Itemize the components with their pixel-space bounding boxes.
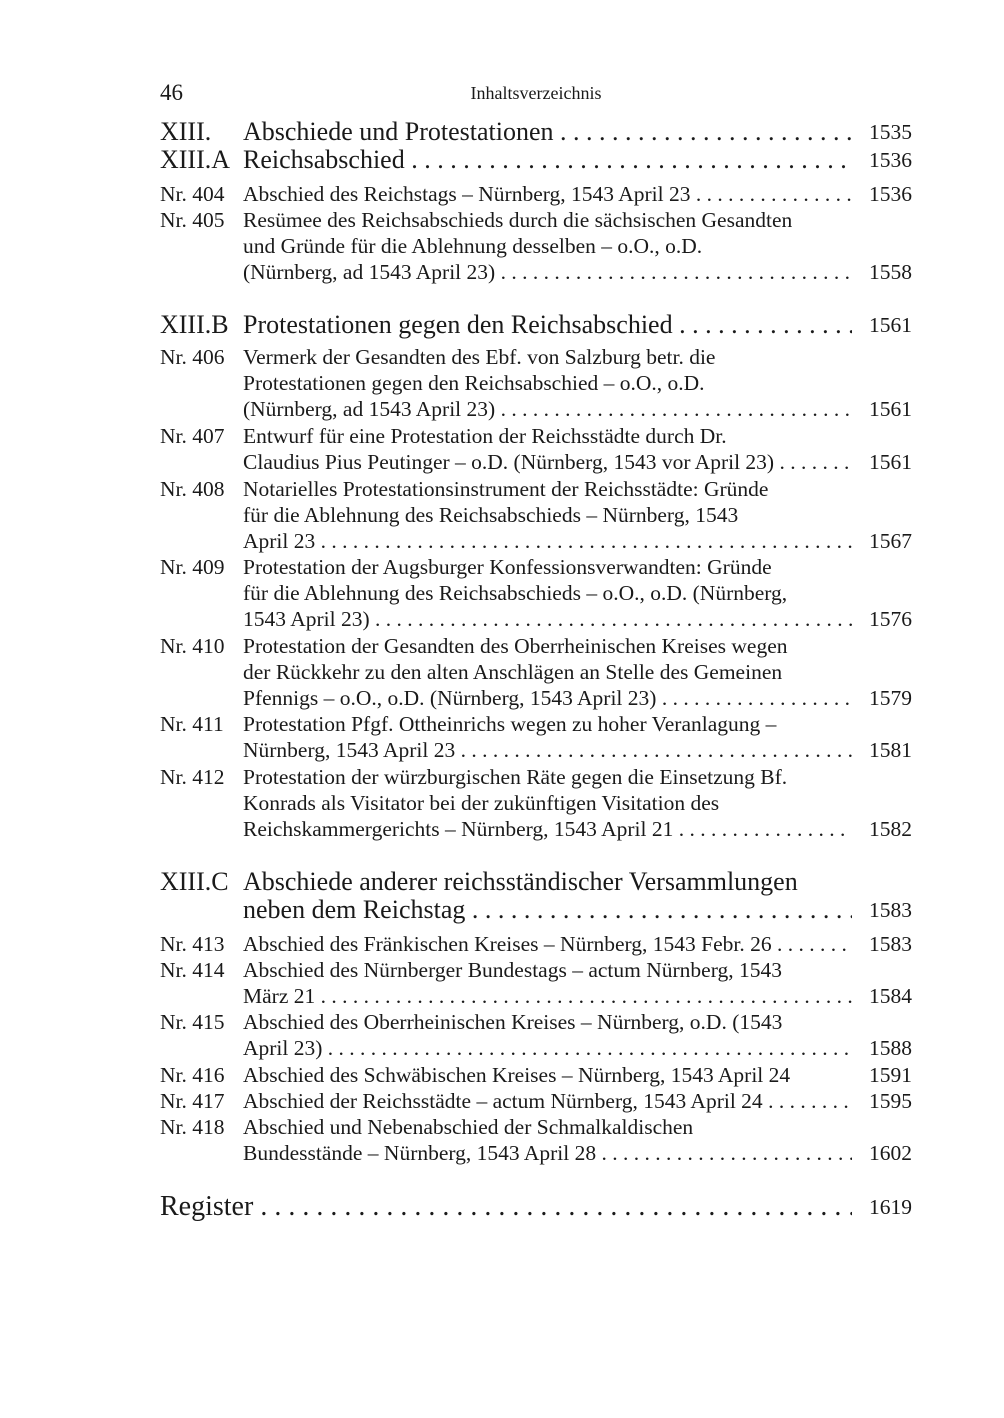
entry-text: Protestation der Augsburger Konfessionsverwandten: Gründe bbox=[243, 555, 772, 579]
entry-text: Protestation der würzburgischen Räte gegen die Einsetzung Bf. bbox=[243, 765, 788, 789]
toc-register[interactable] bbox=[160, 1190, 912, 1224]
section-title: Protestationen gegen den Reichsabschied . . . bbox=[243, 309, 852, 341]
entry-text: Protestation der Gesandten des Oberrheinischen Kreises wegen bbox=[243, 634, 788, 658]
entry-number: Nr. 404 bbox=[160, 182, 225, 206]
section-label: XIII. bbox=[160, 117, 212, 146]
register-title: Register . . . bbox=[160, 1190, 852, 1224]
entry-text: April 23) . . . bbox=[243, 1035, 852, 1061]
entry-text: Bundesstände – Nürnberg, 1543 April 28 . . . bbox=[243, 1140, 852, 1166]
page-ref: 1535 bbox=[869, 120, 912, 144]
entry-text: Protestation Pfgf. Ottheinrichs wegen zu hoher Veranlagung – bbox=[243, 712, 777, 736]
entry-text: Nürnberg, 1543 April 23 . . . bbox=[243, 737, 852, 763]
page-ref: 1561 bbox=[869, 313, 912, 337]
entry-text: Notarielles Protestationsinstrument der Reichsstädte: Gründe bbox=[243, 477, 769, 501]
entry-number: Nr. 411 bbox=[160, 712, 224, 736]
entry-text: Abschied des Nürnberger Bundestags – actum Nürnberg, 1543 bbox=[243, 958, 782, 982]
toc-entry-409-cont bbox=[160, 580, 912, 606]
entry-text: Abschied des Fränkischen Kreises – Nürnberg, 1543 Febr. 26 . . . bbox=[243, 931, 852, 957]
toc-section-xiii-c-cont bbox=[160, 894, 912, 926]
page-ref: 1558 bbox=[869, 260, 912, 284]
toc-entry-418[interactable] bbox=[160, 1114, 912, 1140]
section-title: neben dem Reichstag . . . bbox=[243, 894, 852, 926]
page-ref: 1619 bbox=[869, 1195, 912, 1219]
toc-entry-410-cont bbox=[160, 685, 912, 711]
entry-number: Nr. 405 bbox=[160, 208, 225, 232]
toc-entry-413[interactable] bbox=[160, 931, 912, 957]
toc-entry-405[interactable] bbox=[160, 207, 912, 233]
entry-text: April 23 . . . bbox=[243, 528, 852, 554]
toc-entry-415-cont bbox=[160, 1035, 912, 1061]
entry-text: März 21 . . . bbox=[243, 983, 852, 1009]
toc-entry-417[interactable] bbox=[160, 1088, 912, 1114]
page-ref: 1582 bbox=[869, 817, 912, 841]
entry-text: Abschied des Reichstags – Nürnberg, 1543 April 23 . . . bbox=[243, 181, 852, 207]
toc-entry-410-cont bbox=[160, 659, 912, 685]
entry-text: 1543 April 23) . . . bbox=[243, 606, 852, 632]
entry-text: Abschied des Oberrheinischen Kreises – Nürnberg, o.D. (1543 bbox=[243, 1010, 783, 1034]
page-number: 46 bbox=[160, 80, 183, 105]
toc-section-xiii-b[interactable] bbox=[160, 309, 912, 341]
toc-entry-418-cont bbox=[160, 1140, 912, 1166]
toc-entry-408[interactable] bbox=[160, 476, 912, 502]
toc-entry-408-cont bbox=[160, 528, 912, 554]
page-ref: 1588 bbox=[869, 1036, 912, 1060]
toc-entry-406-cont bbox=[160, 396, 912, 422]
page-ref: 1602 bbox=[869, 1141, 912, 1165]
toc-entry-416[interactable] bbox=[160, 1062, 912, 1088]
toc-entry-411-cont bbox=[160, 737, 912, 763]
entry-number: Nr. 413 bbox=[160, 932, 225, 956]
entry-text: Pfennigs – o.O., o.D. (Nürnberg, 1543 April 23) . . . bbox=[243, 685, 852, 711]
entry-text: und Gründe für die Ablehnung desselben – o.O., o.D. bbox=[243, 234, 703, 258]
toc-entry-415[interactable] bbox=[160, 1009, 912, 1035]
entry-text: der Rückkehr zu den alten Anschlägen an Stelle des Gemeinen bbox=[243, 660, 783, 684]
page-ref: 1595 bbox=[869, 1089, 912, 1113]
toc-section-xiii-a[interactable] bbox=[160, 144, 912, 176]
section-label: XIII.B bbox=[160, 310, 229, 339]
entry-text: Reichskammergerichts – Nürnberg, 1543 April 21 . . . bbox=[243, 816, 852, 842]
page-ref: 1591 bbox=[869, 1063, 912, 1087]
toc-entry-406-cont bbox=[160, 370, 912, 396]
toc-entry-412-cont bbox=[160, 816, 912, 842]
entry-text: Entwurf für eine Protestation der Reichsstädte durch Dr. bbox=[243, 424, 727, 448]
toc-entry-407[interactable] bbox=[160, 423, 912, 449]
entry-text: Abschied der Reichsstädte – actum Nürnberg, 1543 April 24 . . . bbox=[243, 1088, 852, 1114]
section-title: Reichsabschied . . . bbox=[243, 144, 852, 176]
entry-number: Nr. 406 bbox=[160, 345, 225, 369]
page-ref: 1561 bbox=[869, 450, 912, 474]
toc-entry-408-cont bbox=[160, 502, 912, 528]
entry-text: Vermerk der Gesandten des Ebf. von Salzburg betr. die bbox=[243, 345, 716, 369]
page-ref: 1579 bbox=[869, 686, 912, 710]
entry-number: Nr. 410 bbox=[160, 634, 225, 658]
toc-entry-414-cont bbox=[160, 983, 912, 1009]
toc-entry-407-cont bbox=[160, 449, 912, 475]
section-label: XIII.A bbox=[160, 145, 231, 174]
entry-number: Nr. 415 bbox=[160, 1010, 225, 1034]
entry-text: Abschied und Nebenabschied der Schmalkaldischen bbox=[243, 1115, 694, 1139]
toc-entry-406[interactable] bbox=[160, 344, 912, 370]
running-head bbox=[160, 80, 912, 108]
entry-text: Claudius Pius Peutinger – o.D. (Nürnberg, 1543 vor April 23) . . . bbox=[243, 449, 852, 475]
toc-entry-409-cont bbox=[160, 606, 912, 632]
toc-entry-409[interactable] bbox=[160, 554, 912, 580]
entry-text: Konrads als Visitator bei der zukünftigen Visitation des bbox=[243, 791, 720, 815]
entry-text: (Nürnberg, ad 1543 April 23) . . . bbox=[243, 259, 852, 285]
page-ref: 1581 bbox=[869, 738, 912, 762]
entry-number: Nr. 414 bbox=[160, 958, 225, 982]
toc-entry-410[interactable] bbox=[160, 633, 912, 659]
entry-number: Nr. 412 bbox=[160, 765, 225, 789]
section-title: Abschiede und Protestationen . . . bbox=[243, 116, 852, 148]
running-title: Inhaltsverzeichnis bbox=[470, 83, 602, 103]
entry-text: Abschied des Schwäbischen Kreises – Nürnberg, 1543 April 24 bbox=[243, 1063, 791, 1087]
page-ref: 1584 bbox=[869, 984, 912, 1008]
toc-entry-412-cont bbox=[160, 790, 912, 816]
toc-entry-414[interactable] bbox=[160, 957, 912, 983]
entry-number: Nr. 417 bbox=[160, 1089, 225, 1113]
entry-text: für die Ablehnung des Reichsabschieds – Nürnberg, 1543 bbox=[243, 503, 739, 527]
toc-entry-405-cont bbox=[160, 259, 912, 285]
toc-entry-404[interactable] bbox=[160, 181, 912, 207]
toc-entry-405-cont bbox=[160, 233, 912, 259]
toc-entry-411[interactable] bbox=[160, 711, 912, 737]
entry-number: Nr. 409 bbox=[160, 555, 225, 579]
entry-text: Protestationen gegen den Reichsabschied – o.O., o.D. bbox=[243, 371, 705, 395]
page-ref: 1583 bbox=[869, 932, 912, 956]
entry-text: für die Ablehnung des Reichsabschieds – o.O., o.D. (Nürnberg, bbox=[243, 581, 788, 605]
entry-number: Nr. 416 bbox=[160, 1063, 225, 1087]
entry-number: Nr. 407 bbox=[160, 424, 225, 448]
toc-entry-412[interactable] bbox=[160, 764, 912, 790]
entry-text: Resümee des Reichsabschieds durch die sächsischen Gesandten bbox=[243, 208, 793, 232]
entry-text: (Nürnberg, ad 1543 April 23) . . . bbox=[243, 396, 852, 422]
page-ref: 1567 bbox=[869, 529, 912, 553]
page-ref: 1536 bbox=[869, 148, 912, 172]
entry-number: Nr. 418 bbox=[160, 1115, 225, 1139]
page-ref: 1536 bbox=[869, 182, 912, 206]
page-ref: 1583 bbox=[869, 898, 912, 922]
entry-number: Nr. 408 bbox=[160, 477, 225, 501]
section-label: XIII.C bbox=[160, 867, 229, 896]
section-title: Abschiede anderer reichsständischer Versammlungen bbox=[243, 867, 798, 896]
page-ref: 1561 bbox=[869, 397, 912, 421]
page-ref: 1576 bbox=[869, 607, 912, 631]
